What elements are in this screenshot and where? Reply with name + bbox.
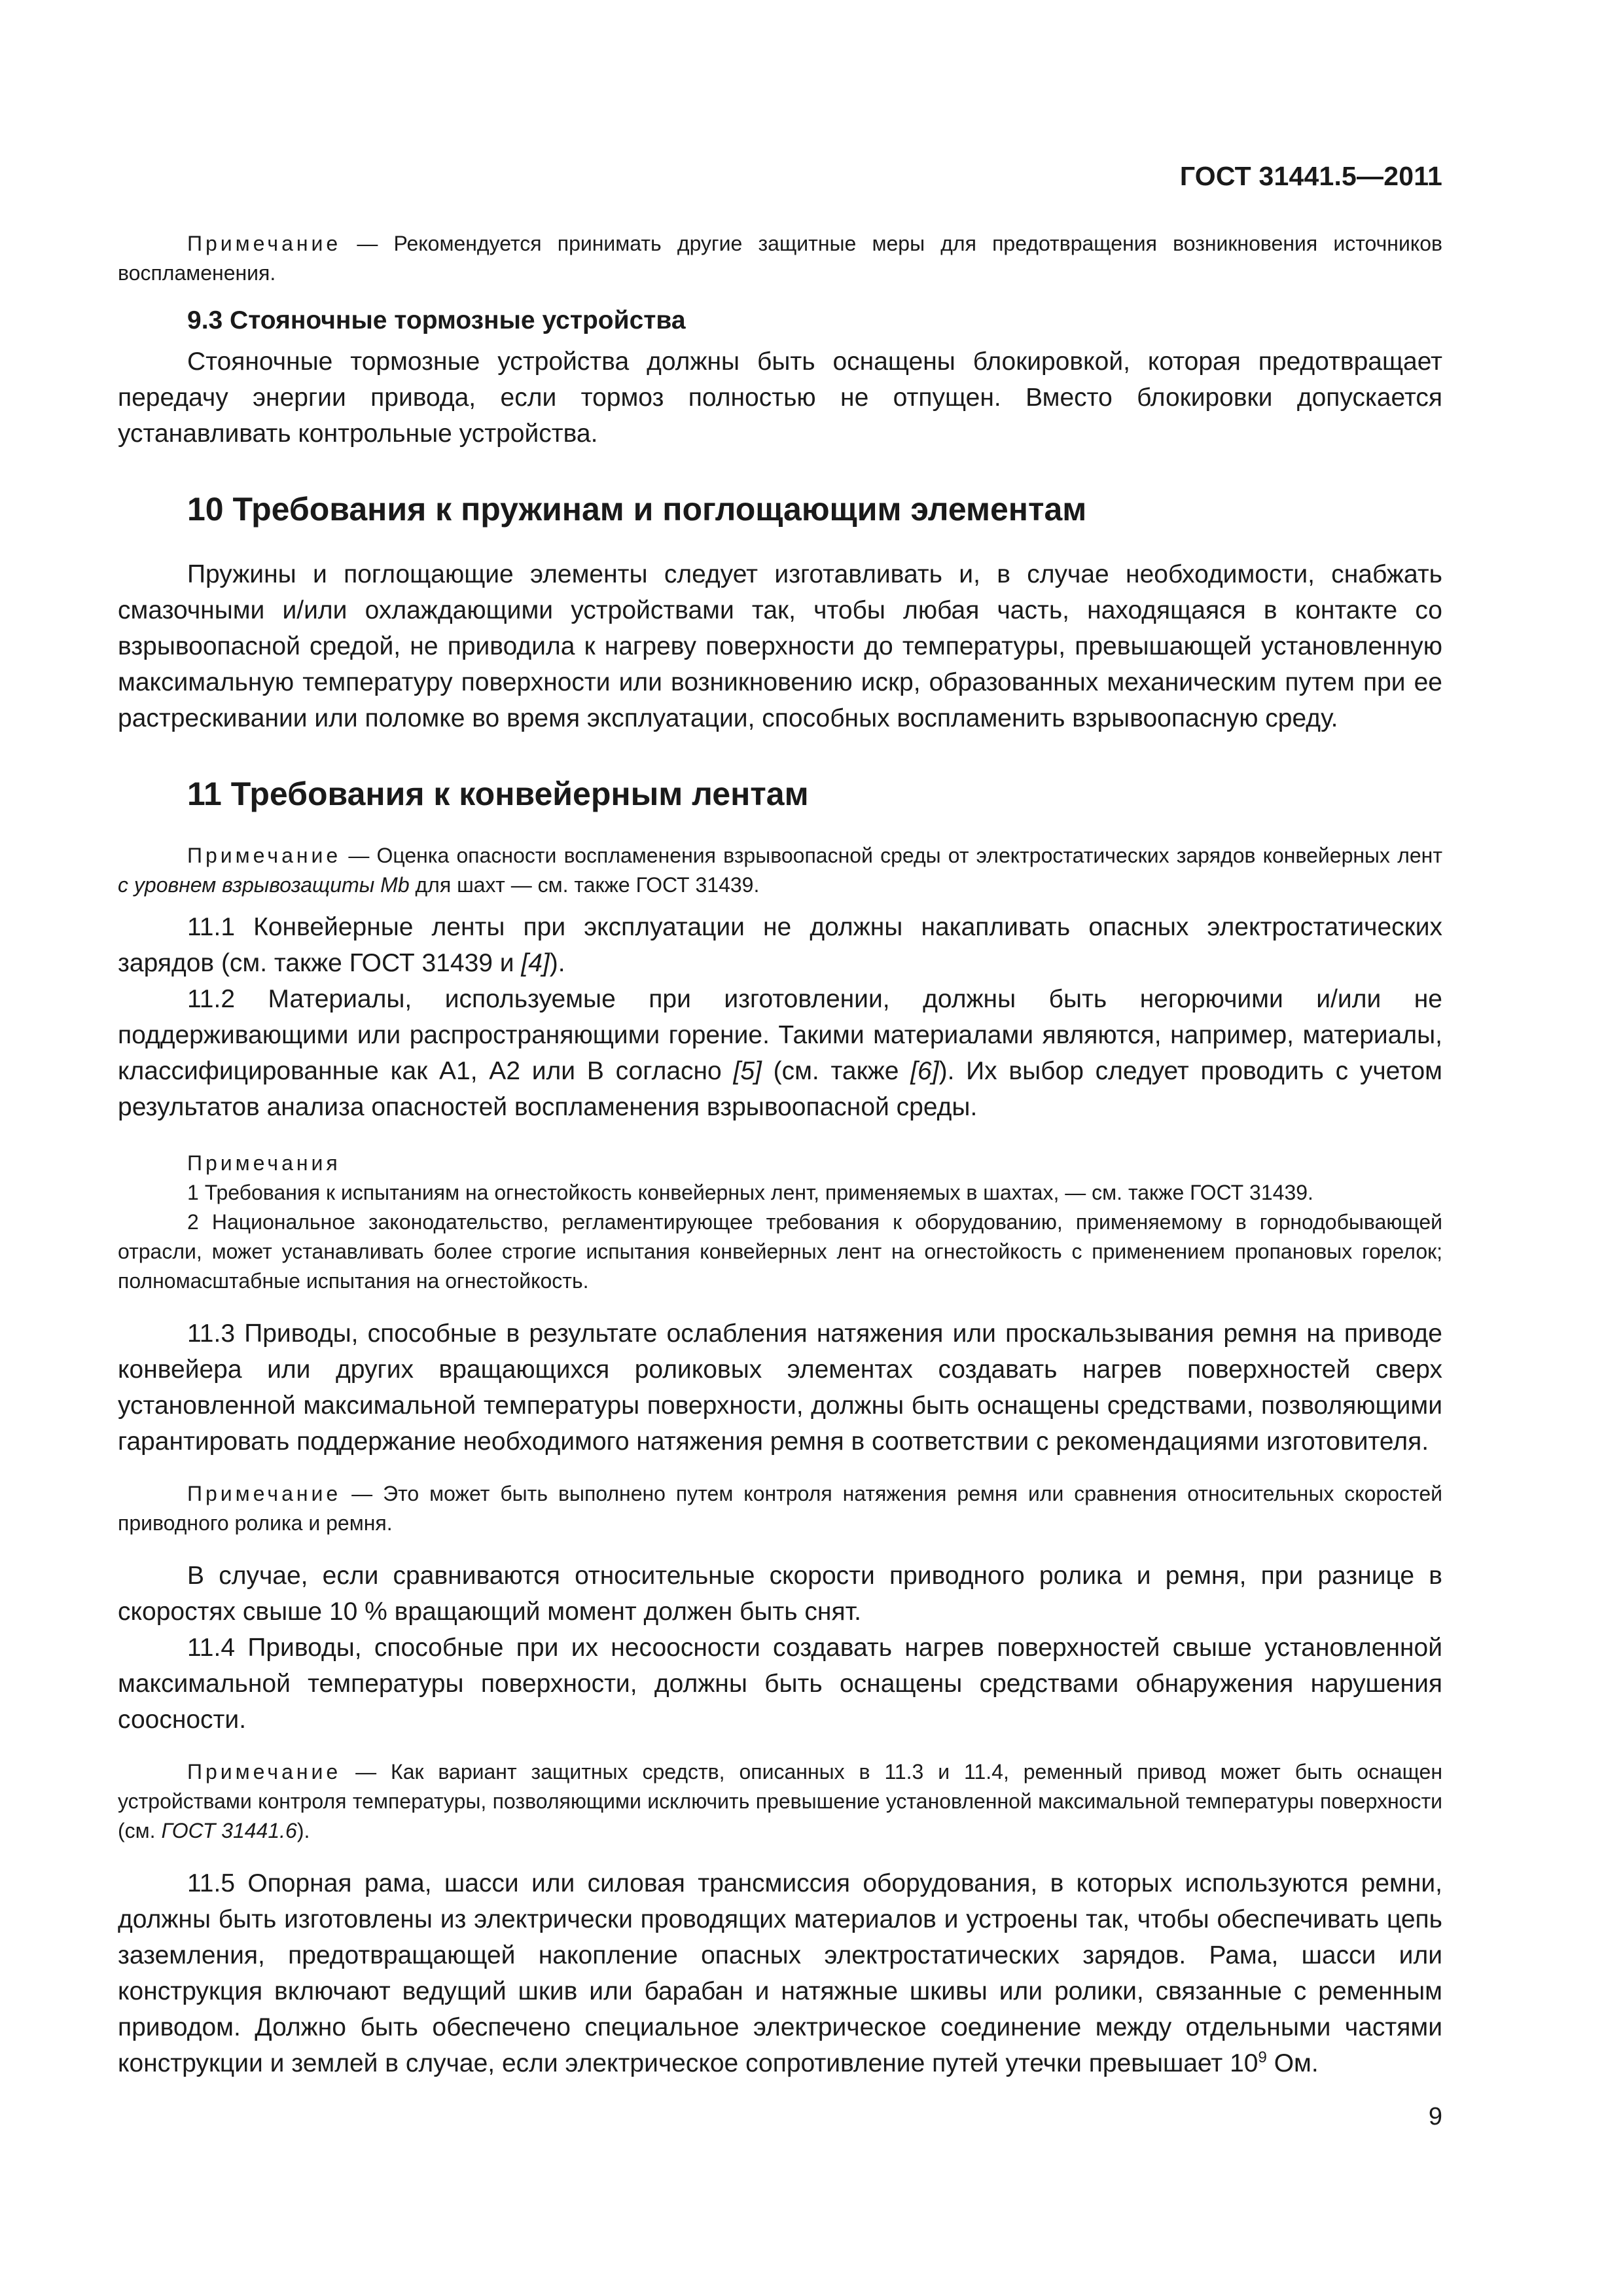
note-2: 2 Национальное законодательство, регламентирующее требования к оборудованию, применяемому в горнодобывающей отрасли, может устанавливать более строгие испытания конвейерных лент на огнестойкость с применением пропановых горелок; полномасштабные испытания на огнестойкость. xyxy=(118,1210,1442,1293)
paragraph-11-5-text: 11.5 Опорная рама, шасси или силовая трансмиссия оборудования, в которых используются ремни, должны быть изготовлены из электрически проводящих материалов и устроены так, чтобы обеспечивать цепь заземления, предотвращающей накопление опасных электростатических зарядов. Рама, шасси или конструкция включают ведущий шкив или барабан и натяжные шкивы или ролики, связанные с ременным приводом. Должно быть обеспечено специальное электрическое соединение между отдельными частями конструкции и землей в случае, если электрическое сопротивление путей утечки превышает 10 xyxy=(118,1869,1442,2077)
section-9-3-title: 9.3 Стояночные тормозные устройства xyxy=(187,306,686,334)
reference-gost: ГОСТ 31441.6 xyxy=(161,1819,297,1842)
paragraph-11-2 xyxy=(118,981,1442,1125)
section-11-title: 11 Требования к конвейерным лентам xyxy=(187,776,809,812)
reference-4: [4] xyxy=(521,949,550,977)
unit-ohm: Ом. xyxy=(1266,2049,1319,2077)
note-text: — Это может быть выполнено путем контроля натяжения ремня или сравнения относительных скоростей приводного ролика и ремня. xyxy=(118,1482,1443,1535)
reference-6: [6] xyxy=(910,1057,939,1085)
note-1: 1 Требования к испытаниям на огнестойкость конвейерных лент, применяемых в шахтах, — см. также ГОСТ 31439. xyxy=(187,1181,1313,1204)
paragraph-speed: В случае, если сравниваются относительные скорости приводного ролика и ремня, при разнице в скоростях свыше 10 % вращающий момент должен быть снят. xyxy=(118,1562,1442,1626)
note-11-4 xyxy=(118,1757,1442,1846)
paragraph-11-5 xyxy=(118,1865,1442,2081)
paragraph-11-2-b: (см. также xyxy=(761,1057,911,1085)
note-text-c: для шахт — см. также ГОСТ 31439. xyxy=(409,873,760,897)
paragraph-11-1-text: 11.1 Конвейерные ленты при эксплуатации не должны накапливать опасных электростатических зарядов (см. также ГОСТ 31439 и xyxy=(118,913,1442,977)
document-page xyxy=(118,0,1442,2296)
note-text-italic: с уровнем взрывозащиты Mb xyxy=(118,873,410,897)
note-top xyxy=(118,229,1442,288)
paragraph-11-1 xyxy=(118,909,1442,981)
paragraph-11-2-a: 11.2 Материалы, используемые при изготовлении, должны быть негорючими и/или не поддерживающими или распространяющими горение. Такими материалами являются, например, материалы, классифицированные как А1, А2 или В согласно xyxy=(118,985,1442,1085)
note-text-a: — Оценка опасности воспламенения взрывоопасной среды от электростатических зарядов конвейерных лент xyxy=(348,844,1443,867)
document-header: ГОСТ 31441.5—2011 xyxy=(1179,161,1442,191)
note-label: Примечание xyxy=(187,1760,342,1784)
page-content xyxy=(118,229,1442,2081)
notes-label xyxy=(118,1149,1442,1178)
note-text: — Рекомендуется принимать другие защитные меры для предотвращения возникновения источников воспламенения. xyxy=(118,232,1443,285)
note-text-a: — Как вариант защитных средств, описанных в 11.3 и 11.4, ременный привод может быть оснащен устройствами контроля температуры, позволяющими исключить превышение установленной максимальной температуры поверхности (см. xyxy=(118,1760,1443,1842)
section-9-3-text: Стояночные тормозные устройства должны быть оснащены блокировкой, которая предотвращает передачу энергии привода, если тормоз полностью не отпущен. Вместо блокировки допускается устанавливать контрольные устройства. xyxy=(118,348,1442,448)
note-label: Примечание xyxy=(187,1482,342,1505)
paragraph-11-3: 11.3 Приводы, способные в результате ослабления натяжения или проскальзывания ремня на приводе конвейера или других вращающихся роликовых элементах создавать нагрев поверхностей сверх установленной максимальной температуры поверхности, должны быть оснащены средствами, позволяющими гарантировать поддержание необходимого натяжения ремня в соответствии с рекомендациями изготовителя. xyxy=(118,1319,1442,1456)
paragraph-11-4: 11.4 Приводы, способные при их несоосности создавать нагрев поверхностей свыше установленной максимальной температуры поверхности, должны быть оснащены средствами обнаружения нарушения соосности. xyxy=(118,1634,1442,1734)
section-10-text: Пружины и поглощающие элементы следует изготавливать и, в случае необходимости, снабжать смазочными и/или охлаждающими устройствами так, чтобы любая часть, находящаяся в контакте со взрывоопасной средой, не приводила к нагреву поверхности до температуры, превышающей установленную максимальную температуру поверхности или возникновению искр, образованных механическим путем при ее растрескивании или поломке во время эксплуатации, способных воспламенить взрывоопасную среду. xyxy=(118,560,1442,732)
note-text-b: ). xyxy=(296,1819,310,1842)
section-10-title: 10 Требования к пружинам и поглощающим элементам xyxy=(187,491,1087,528)
note-label: Примечание xyxy=(187,844,342,867)
paragraph-11-1-end: ). xyxy=(549,949,565,977)
paragraph-11-2-c: ). Их выбор следует проводить с учетом результатов анализа опасностей воспламенения взрывоопасной среды. xyxy=(118,1057,1442,1121)
page-number: 9 xyxy=(1428,2103,1442,2130)
reference-5: [5] xyxy=(733,1057,762,1085)
section-11-note xyxy=(118,841,1442,900)
note-label: Примечание xyxy=(187,232,342,255)
note-11-3 xyxy=(118,1479,1442,1538)
notes-label-text: Примечания xyxy=(187,1151,341,1175)
exponent: 9 xyxy=(1258,2049,1267,2066)
